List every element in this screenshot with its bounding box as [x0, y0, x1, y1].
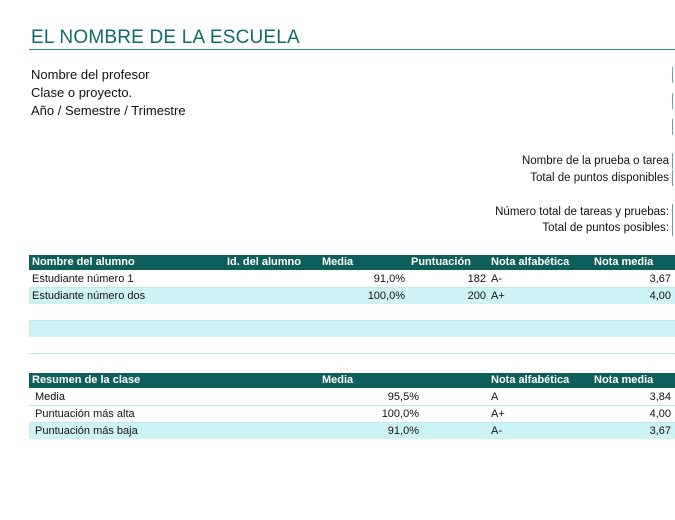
student-gpa: 3,67: [649, 273, 671, 285]
student-letter-grade: A+: [491, 290, 505, 302]
summary-row: [29, 423, 675, 439]
class-name: Clase o proyecto.: [31, 85, 133, 100]
summary-label: Puntuación más baja: [35, 425, 138, 437]
summary-row: [29, 406, 675, 423]
table-row: [29, 271, 675, 288]
summary-letter-grade: A-: [491, 425, 502, 437]
empty-table-row: [29, 337, 675, 354]
summary-gpa: 4,00: [649, 408, 671, 420]
student-name: Estudiante número 1: [32, 273, 134, 285]
summary-table-header: [29, 373, 675, 388]
summary-label: Puntuación más alta: [35, 408, 135, 420]
summary-average: 100,0%: [381, 408, 419, 420]
student-score: 182: [467, 273, 486, 285]
header-gpa: Nota media: [594, 256, 654, 268]
empty-table-row: [29, 321, 675, 337]
period-label: Año / Semestre / Trimestre: [31, 103, 186, 118]
cell-border-mark: [672, 220, 673, 236]
header-score: Puntuación: [411, 256, 471, 268]
header-summary-letter: Nota alfabética: [491, 374, 570, 386]
summary-average: 91,0%: [387, 425, 419, 437]
summary-label: Media: [35, 391, 65, 403]
student-letter-grade: A-: [491, 273, 502, 285]
header-average: Media: [322, 256, 354, 268]
cell-border-mark: [672, 204, 673, 220]
teacher-name: Nombre del profesor: [31, 67, 150, 82]
total-tasks-label: Número total de tareas y pruebas:: [495, 206, 669, 218]
empty-table-row: [29, 304, 675, 321]
possible-points-label: Total de puntos posibles:: [542, 222, 669, 234]
header-student-name: Nombre del alumno: [32, 256, 135, 268]
header-class-summary: Resumen de la clase: [32, 374, 141, 386]
table-row: [29, 288, 675, 304]
summary-gpa: 3,67: [649, 425, 671, 437]
summary-gpa: 3,84: [649, 391, 671, 403]
student-score: 200: [467, 290, 486, 302]
cell-border-mark: [672, 67, 673, 83]
student-average: 91,0%: [373, 273, 405, 285]
students-table-header: [29, 255, 675, 270]
student-average: 100,0%: [367, 290, 405, 302]
total-points-label: Total de puntos disponibles: [530, 172, 669, 184]
summary-row: [29, 389, 675, 406]
summary-letter-grade: A: [491, 391, 499, 403]
cell-border-mark: [672, 153, 673, 169]
title-divider: [29, 49, 675, 50]
cell-border-mark: [672, 170, 673, 186]
summary-letter-grade: A+: [491, 408, 505, 420]
header-summary-average: Media: [322, 374, 354, 386]
student-gpa: 4,00: [649, 290, 671, 302]
school-title: EL NOMBRE DE LA ESCUELA: [31, 27, 300, 48]
header-letter-grade: Nota alfabética: [491, 256, 570, 268]
header-student-id: Id. del alumno: [227, 256, 301, 268]
student-name: Estudiante número dos: [32, 290, 146, 302]
header-summary-gpa: Nota media: [594, 374, 654, 386]
cell-border-mark: [672, 93, 673, 109]
summary-average: 95,5%: [387, 391, 419, 403]
cell-border-mark: [672, 119, 673, 135]
test-name-label: Nombre de la prueba o tarea: [521, 155, 669, 167]
